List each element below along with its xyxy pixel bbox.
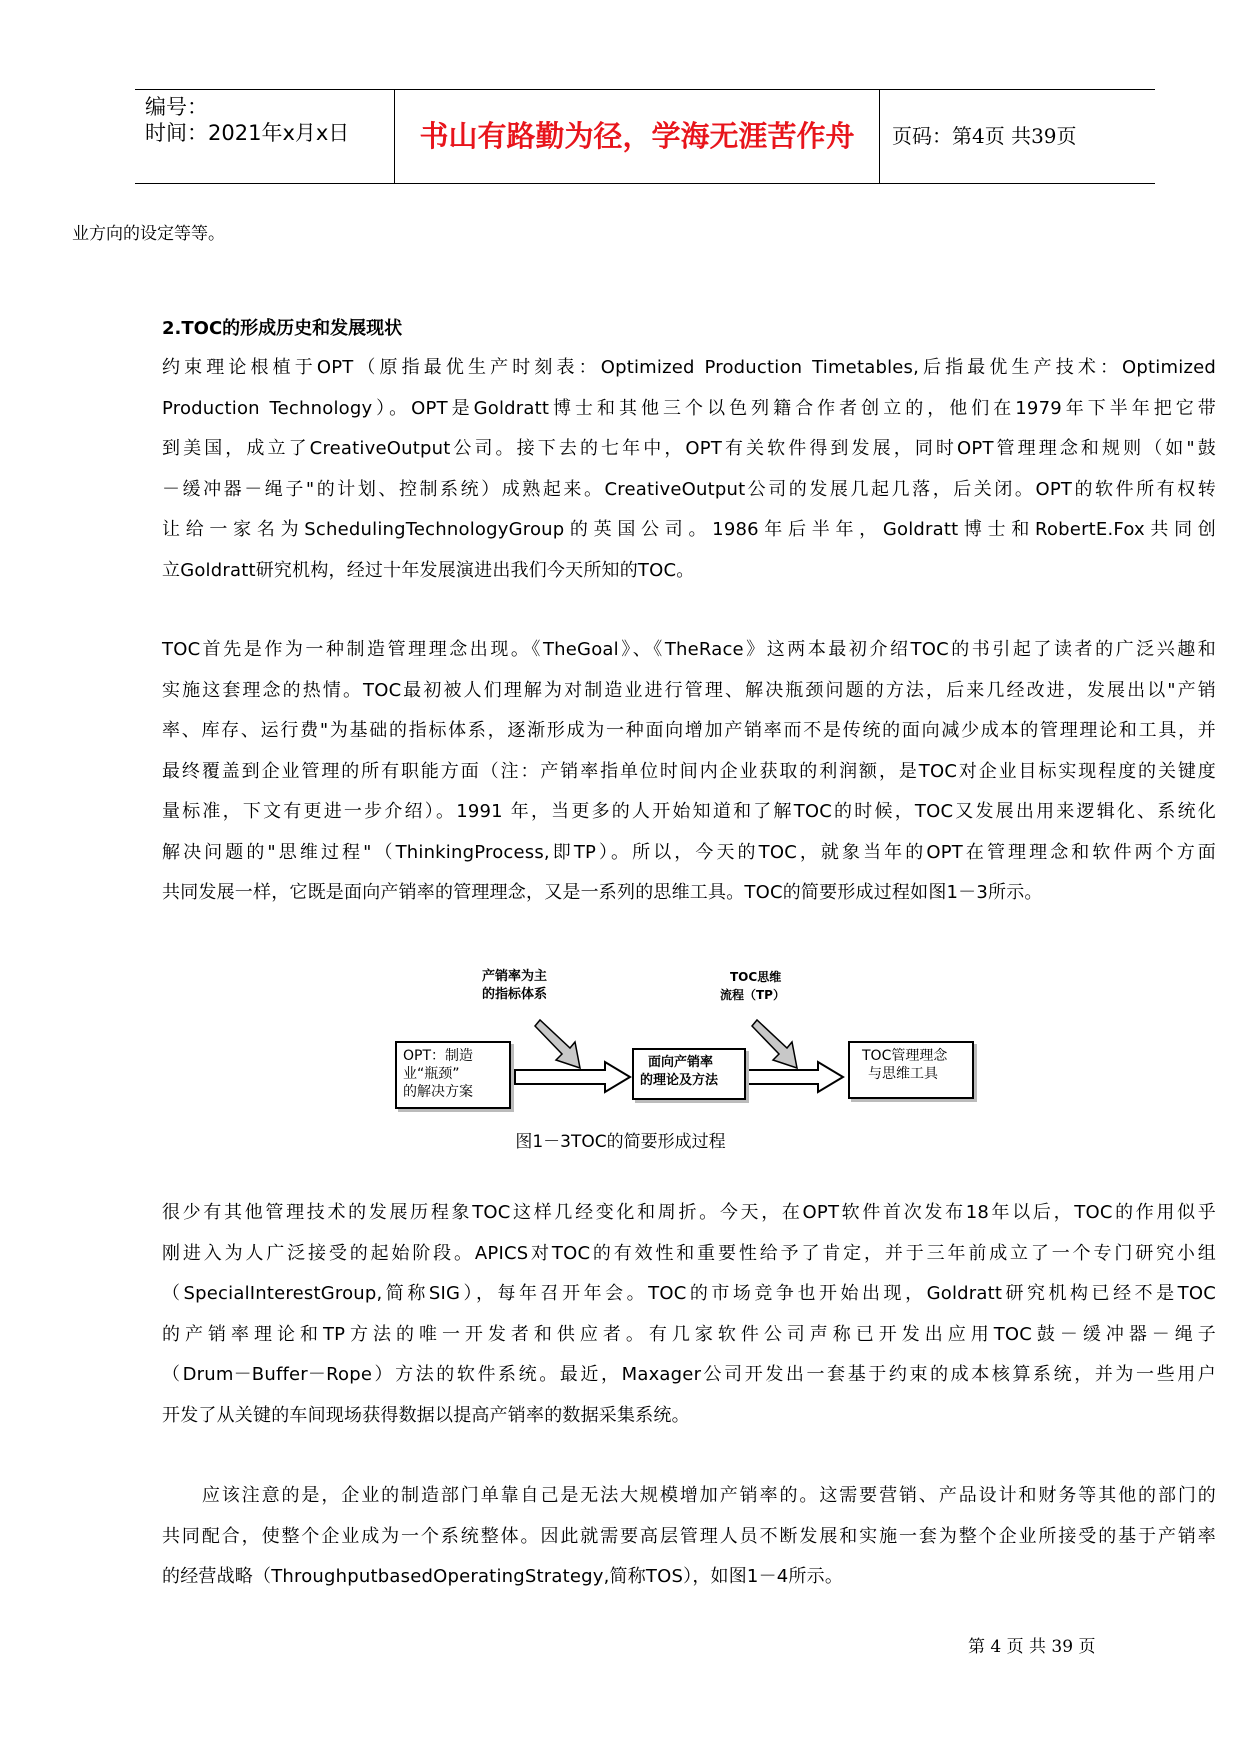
text-line: －缓冲器－绳子"的计划、控制系统）成熟起来。CreativeOutput公司的发展几起几落，后关闭。OPT的软件所有权转 (162, 478, 1216, 500)
text-line: （SpecialInterestGroup,简称SIG），每年召开年会。TOC的市场竞争也开始出现，Goldratt研究机构已经不是TOC (162, 1283, 1216, 1304)
text-line: 到美国，成立了CreativeOutput公司。接下去的七年中，OPT有关软件得到发展，同时OPT管理理念和规则（如"鼓 (162, 438, 1216, 459)
text-line: 共同配合，使整个企业成为一个系统整体。因此就需要高层管理人员不断发展和实施一套为整个企业所接受的基于产销率 (162, 1525, 1216, 1547)
text-line: （Drum－Buffer－Rope）方法的软件系统。最近，Maxager公司开发出一套基于约束的成本核算系统，并为一些用户 (162, 1364, 1216, 1385)
text-line: 很少有其他管理技术的发展历程象TOC这样几经变化和周折。今天，在OPT软件首次发布18年以后，TOC的作用似乎 (162, 1202, 1216, 1223)
arrow-icon (515, 1062, 630, 1092)
text-line: 实施这套理念的热情。TOC最初被人们理解为对制造业进行管理、解决瓶颈问题的方法，后来几经改进，发展出以"产销 (162, 679, 1216, 701)
figure-toc-formation (380, 968, 1010, 1113)
section-title: 2.TOC的形成历史和发展现状 (162, 318, 403, 339)
text-line: 刚进入为人广泛接受的起始阶段。APICS对TOC的有效性和重要性给予了肯定，并于三年前成立了一个专门研究小组 (162, 1242, 1216, 1264)
box-throughput-theory: 面向产销率 的理论及方法 (632, 1048, 746, 1100)
text-line: 的经营战略（ThroughputbasedOperatingStrategy,简称TOS），如图1－4所示。 (162, 1566, 844, 1587)
page-header (135, 89, 1155, 184)
text-line: Production Technology）。OPT是Goldratt博士和其他三个以色列籍合作者创立的，他们在1979年下半年把它带 (162, 397, 1216, 419)
text-line: 率、库存、运行费"为基础的指标体系，逐渐形成为一种面向增加产销率而不是传统的面向减少成本的管理理论和工具，并 (162, 720, 1216, 741)
document-number: 编号： (145, 95, 208, 119)
text-line: 让给一家名为SchedulingTechnologyGroup的英国公司。1986年后半年，Goldratt博士和RobertE.Fox共同创 (162, 519, 1216, 540)
note-indicator-system: 产销率为主 的指标体系 (482, 969, 548, 1002)
motto: 书山有路勤为径，学海无涯苦作舟 (419, 119, 855, 153)
text-line: 应该注意的是，企业的制造部门单靠自己是无法大规模增加产销率的。这需要营销、产品设计和财务等其他的部门的 (162, 1485, 1216, 1506)
box-toc-tools: TOC管理理念 与思维工具 (848, 1041, 974, 1099)
paragraph-3 (162, 1193, 1216, 1436)
header-page-cell (880, 90, 1155, 183)
header-page-number: 页码：第4页 共39页 (892, 124, 1077, 148)
page-footer: 第 4 页 共 39 页 (968, 1637, 1096, 1657)
text-line: 最终覆盖到企业管理的所有职能方面（注：产销率指单位时间内企业获取的利润额，是TOC对企业目标实现程度的关键度 (162, 760, 1216, 782)
text-line: 量标准，下文有更进一步介绍）。1991 年，当更多的人开始知道和了解TOC的时候，TOC又发展出用来逻辑化、系统化 (162, 801, 1216, 822)
paragraph-1 (162, 348, 1216, 591)
pointer-arrow-icon (535, 1020, 580, 1068)
text-line: 解决问题的"思维过程"（ThinkingProcess,即TP）。所以，今天的TOC，就象当年的OPT在管理理念和软件两个方面 (162, 841, 1216, 863)
text-line: 约束理论根植于OPT（原指最优生产时刻表：Optimized Production Timetables,后指最优生产技术：Optimized (162, 357, 1216, 378)
text-line: TOC首先是作为一种制造管理理念出现。《TheGoal》、《TheRace》这两本最初介绍TOC的书引起了读者的广泛兴趣和 (162, 639, 1216, 660)
paragraph-2 (162, 630, 1216, 914)
note-thinking-process: TOC思维 流程（TP） (720, 970, 785, 1002)
figure-caption: 图1－3TOC的简要形成过程 (515, 1132, 726, 1152)
text-line: 开发了从关键的车间现场获得数据以提高产销率的数据采集系统。 (162, 1404, 690, 1426)
lead-line: 业方向的设定等等。 (72, 224, 225, 244)
header-motto-cell (395, 90, 880, 183)
text-line: 的产销率理论和TP方法的唯一开发者和供应者。有几家软件公司声称已开发出应用TOC鼓－缓冲器－绳子 (162, 1323, 1216, 1345)
pointer-arrow-icon (752, 1020, 797, 1068)
header-info-cell (135, 90, 395, 183)
box-opt-bottleneck: OPT：制造 业“瓶颈” 的解决方案 (395, 1041, 511, 1109)
document-time: 时间：2021年x月x日 (145, 121, 350, 145)
text-line: 立Goldratt研究机构，经过十年发展演进出我们今天所知的TOC。 (162, 559, 695, 581)
text-line: 共同发展一样，它既是面向产销率的管理理念，又是一系列的思维工具。TOC的简要形成过程如图1－3所示。 (162, 882, 1043, 903)
paragraph-4 (162, 1476, 1216, 1598)
